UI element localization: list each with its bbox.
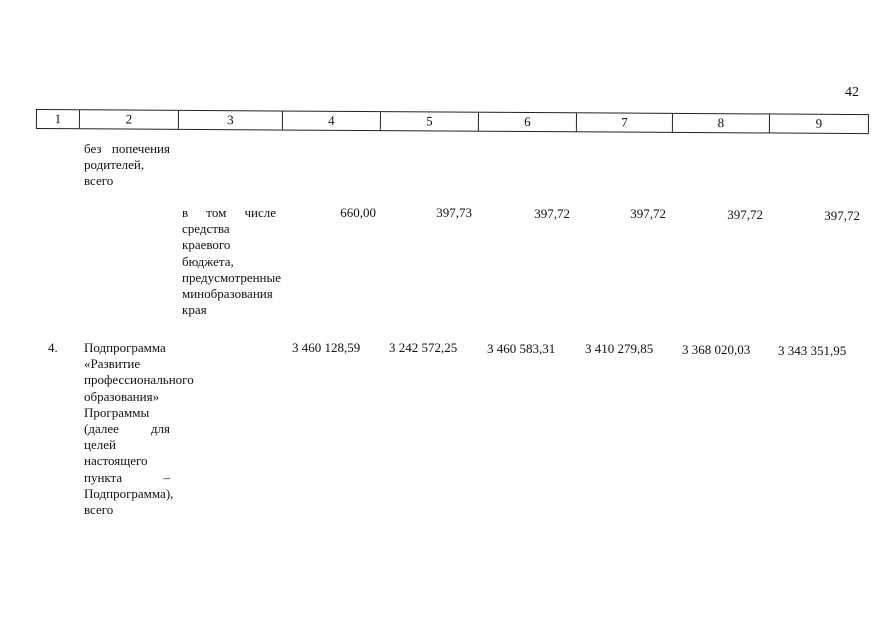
row-c-value-8: 3 368 020,03	[682, 342, 751, 357]
header-cell-9: 9	[815, 115, 823, 131]
row-c-value-4: 3 460 128,59	[292, 340, 361, 355]
row-b-col3-text: в том числе средства краевого бюджета, предусмотренные минобразования края	[182, 205, 282, 318]
row-b-value-9: 397,72	[824, 208, 860, 223]
row-b-value-6: 397,72	[534, 206, 570, 221]
row-c-value-5: 3 242 572,25	[389, 340, 458, 355]
row-c-number: 4.	[48, 340, 58, 355]
row-b-value-5: 397,73	[436, 205, 472, 220]
header-cell-3: 3	[179, 111, 283, 130]
row-a-col2-text: без попечения родителей, всего	[84, 141, 170, 189]
row-b-value-4: 660,00	[340, 205, 376, 220]
row-b-value-7: 397,72	[630, 206, 666, 221]
table-header-row	[36, 109, 869, 134]
page-number: 42	[845, 85, 859, 100]
header-cell-7: 7	[577, 113, 673, 132]
header-cell-1: 1	[37, 110, 80, 128]
row-c-value-7: 3 410 279,85	[585, 341, 654, 356]
row-b-value-8: 397,72	[727, 207, 763, 222]
row-c-col2-text: Подпрограмма «Развитие профессионального образования» Программы (далее для целей настоящего пункта – Подпрограмма), всего	[84, 340, 194, 518]
row-c-value-9: 3 343 351,95	[778, 343, 847, 358]
header-cell-5: 5	[381, 112, 479, 131]
header-cell-8: 8	[673, 114, 770, 133]
row-c-value-6: 3 460 583,31	[487, 341, 556, 356]
header-cell-2: 2	[80, 110, 179, 129]
header-cell-4: 4	[283, 112, 381, 131]
header-cell-6: 6	[479, 113, 577, 132]
